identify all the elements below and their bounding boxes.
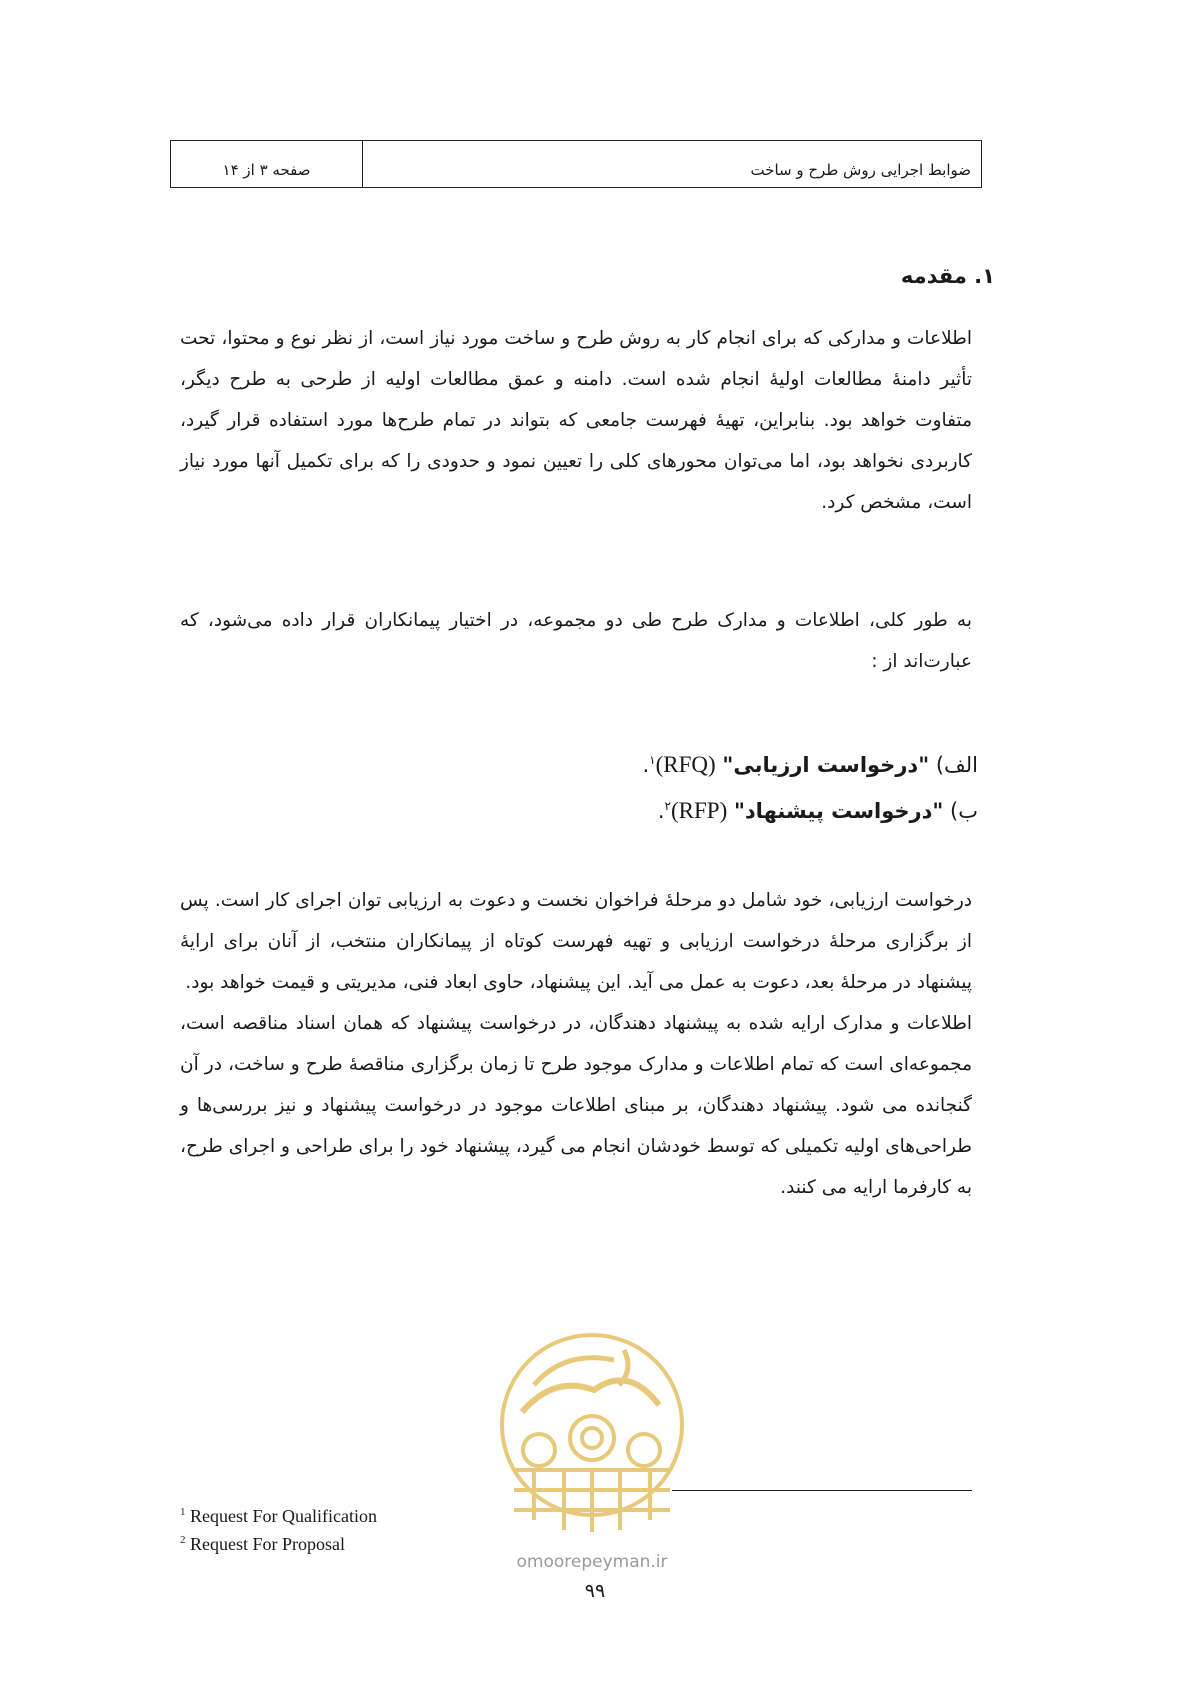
list-prefix: الف) [935, 753, 978, 777]
process-paragraph [180, 880, 972, 1208]
header-table [170, 140, 982, 188]
page-number: ۹۹ [584, 1580, 606, 1602]
list-quote: " [918, 753, 930, 777]
footnote-number: 2 [180, 1534, 186, 1546]
watermark-url: omoorepeyman.ir [516, 1552, 668, 1572]
list-quote: " [733, 799, 745, 823]
footnote-divider [672, 1490, 972, 1491]
paragraph-text: به طور کلی، اطلاعات و مدارک طرح طی دو مجموعه، در اختیار پیمانکاران قرار داده می‌شود، که عبارت‌اند از : [180, 610, 972, 672]
list-quote: " [932, 799, 944, 823]
paragraph-text: اطلاعات و مدارکی که برای انجام کار به روش طرح و ساخت مورد نیاز است، از نظر نوع و محتوا، تحت تأثیر دامنهٔ مطالعات اولیهٔ انجام شده است. دامنه و عمق مطالعات اولیه از طرحی به طرح دیگر، متفاوت خواهد بود. بنابراین، تهیهٔ فهرست جامعی که بتواند در تمام طرح‌ها مورد استفاده قرار گیرد، کاربردی نخواهد بود، اما می‌توان محورهای کلی را تعیین نمود و حدودی را که برای تکمیل آنها مورد نیاز است، مشخص کرد. [180, 328, 972, 513]
list-prefix: ب) [950, 799, 978, 823]
footnote-text: Request For Qualification [190, 1506, 377, 1526]
footnotes [180, 1500, 377, 1556]
list-end: . [657, 799, 665, 823]
footnote-ref: ۱ [649, 753, 656, 767]
paragraph-text: اطلاعات و مدارک ارایه شده به پیشنهاد دهندگان، در درخواست پیشنهاد که همان اسناد مناقصه است، مجموعه‌ای است که تمام اطلاعات و مدارک موجود طرح تا زمان برگزاری مناقصهٔ طرح و ساخت، در آن گنجانده می شود. پیشنهاد دهندگان، بر مبنای اطلاعات موجود در درخواست پیشنهاد و نیز بررسی‌ها و طراحی‌های اولیه تکمیلی که توسط خودشان انجام می گیرد، پیشنهاد خود را برای طراحی و اجرای طرح، به کارفرما ارایه می کنند. [180, 1013, 972, 1198]
collections-paragraph [180, 600, 972, 682]
document-list [642, 740, 978, 832]
footnote-number: 1 [180, 1506, 186, 1518]
list-end: . [642, 753, 650, 777]
page-info: صفحه ۳ از ۱۴ [171, 141, 363, 187]
list-abbr: (RFP) [670, 798, 728, 823]
paragraph-text: درخواست ارزیابی، خود شامل دو مرحلهٔ فراخوان نخست و دعوت به ارزیابی توان اجرای کار است. پس از برگزاری مرحلهٔ درخواست ارزیابی و تهیه فهرست کوتاه از پیمانکاران منتخب، از آنان برای ارایهٔ پیشنهاد در مرحلهٔ بعد، دعوت به عمل می آید. این پیشنهاد، حاوی ابعاد فنی، مدیریتی و قیمت خواهد بود. [180, 890, 972, 993]
list-item-rfq [642, 740, 978, 786]
list-abbr: (RFQ) [655, 752, 716, 777]
watermark-stamp-icon [494, 1320, 690, 1570]
document-title: ضوابط اجرایی روش طرح و ساخت [750, 161, 971, 179]
list-quote: " [722, 753, 734, 777]
list-term: درخواست ارزیابی [733, 753, 919, 777]
footnote-item [180, 1528, 377, 1556]
list-term: درخواست پیشنهاد [744, 799, 933, 823]
intro-paragraph [180, 318, 972, 523]
footnote-text: Request For Proposal [190, 1534, 345, 1554]
section-heading: ۱. مقدمه [900, 264, 995, 288]
footnote-item [180, 1500, 377, 1528]
list-item-rfp [642, 786, 978, 832]
footnote-ref: ۲ [664, 799, 671, 813]
